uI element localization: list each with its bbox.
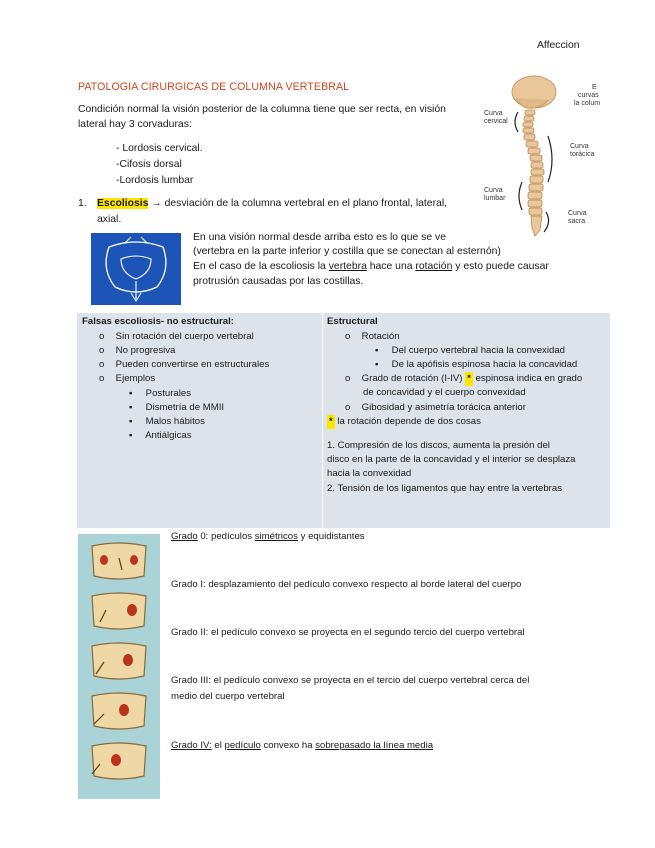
vertebra-top-view-image	[91, 233, 181, 305]
spine-label: la colum	[574, 100, 601, 107]
item-text: Rotación	[361, 331, 400, 342]
sub-list-item	[129, 429, 192, 443]
item-text: Del cuerpo vertebral hacia la convexidad	[391, 345, 565, 356]
description-line-2: (vertebra en la parte inferior y costilla que se conectan al esternón)	[193, 246, 501, 257]
intro-line-1: Condición normal la visión posterior de la columna tiene que ser recta, en visión	[78, 104, 446, 115]
item-text: Posturales	[145, 388, 191, 399]
sub-list-item	[129, 415, 205, 429]
square-bullet-icon: ▪	[375, 359, 379, 370]
item-text: Dismetría de MMII	[145, 402, 225, 413]
grade-1: Grado I: desplazamiento del pedículo convexo respecto al borde lateral del cuerpo	[171, 579, 522, 590]
spine-label-toracica: torácica	[570, 151, 595, 158]
grade-label: Grado	[171, 531, 198, 542]
spine-label-toracica: Curva	[570, 143, 589, 150]
escoliosis-definition	[97, 196, 447, 212]
definition-text: desviación de la columna vertebral en el plano frontal, lateral,	[161, 198, 448, 209]
asterisk-marker: *	[467, 373, 471, 384]
item-text: espinosa indica en grado	[472, 373, 583, 384]
sub-list-item	[129, 401, 224, 415]
text-span: y esto puede causar	[452, 261, 549, 272]
circle-bullet-icon: o	[99, 359, 105, 370]
note-line	[327, 415, 481, 429]
item-text: De la apófisis espinosa hacia la concavidad	[391, 359, 578, 370]
curve-item: - Lordosis cervical.	[116, 143, 203, 154]
grade-2: Grado II: el pedículo convexo se proyecta en el segundo tercio del cuerpo vertebral	[171, 627, 525, 638]
grade-text: el	[211, 740, 225, 751]
grade-label: Grado IV:	[171, 740, 212, 751]
grade-0	[171, 530, 365, 544]
underlined-word: pedículo	[224, 740, 261, 751]
page-title: PATOLOGIA CIRURGICAS DE COLUMNA VERTEBRAL	[78, 81, 350, 93]
item-text: Gibosidad y asimetría torácica anterior	[361, 402, 526, 413]
non-structural-heading: Falsas escoliosis- no estructural:	[82, 316, 234, 327]
square-bullet-icon: ▪	[129, 402, 133, 413]
spine-label-cervical: cervical	[484, 118, 508, 125]
asterisk-marker: *	[329, 416, 333, 427]
text-span: En el caso de la escoliosis la	[193, 261, 329, 272]
item-text: Grado de rotación (I-IV)	[361, 373, 466, 384]
circle-bullet-icon: o	[345, 402, 351, 413]
item-text: Malos hábitos	[145, 416, 205, 427]
circle-bullet-icon: o	[345, 373, 351, 384]
cause-1-line-3: hacia la convexidad	[327, 468, 412, 479]
spine-lateral-figure	[478, 70, 618, 240]
list-item	[99, 372, 155, 386]
grade-3-line-1: Grado III: el pedículo convexo se proyecta en el tercio del cuerpo vertebral cerca del	[171, 675, 530, 686]
underlined-word: simétricos	[254, 531, 298, 542]
item-text: No progresiva	[115, 345, 176, 356]
grade-3-line-2: medio del cuerpo vertebral	[171, 691, 285, 702]
circle-bullet-icon: o	[345, 331, 351, 342]
sub-list-item	[375, 344, 565, 358]
grade-text: 0: pedículos	[197, 531, 255, 542]
text-span: hace una	[366, 261, 416, 272]
list-item	[345, 330, 400, 344]
curve-item: -Lordosis lumbar	[116, 175, 194, 186]
spine-label-sacra: Curva	[568, 210, 587, 217]
square-bullet-icon: ▪	[129, 430, 133, 441]
list-item	[99, 330, 254, 344]
comparison-table	[77, 313, 610, 528]
list-item	[345, 401, 526, 415]
square-bullet-icon: ▪	[129, 388, 133, 399]
rotation-grades-figure	[78, 534, 160, 799]
spine-label-cervical: Curva	[484, 110, 503, 117]
spine-label-lumbar: Curva	[484, 187, 503, 194]
square-bullet-icon: ▪	[129, 416, 133, 427]
spine-label: E	[592, 84, 597, 91]
description-line-4: protrusión causadas por las costillas.	[193, 276, 364, 287]
arrow-glyph: →	[151, 198, 162, 209]
spine-label: curvas	[578, 92, 599, 99]
grade-text: convexo ha	[260, 740, 316, 751]
cause-2: 2. Tensión de los ligamentos que hay entre la vertebras	[327, 483, 563, 494]
list-item-continuation: de concavidad y el cuerpo convexidad	[363, 387, 526, 398]
structural-heading: Estructural	[327, 316, 378, 327]
underlined-word: rotación	[415, 261, 453, 272]
circle-bullet-icon: o	[99, 345, 105, 356]
item-text: Pueden convertirse en estructurales	[115, 359, 270, 370]
item-text: Ejemplos	[115, 373, 156, 384]
list-item	[99, 358, 269, 372]
sub-list-item	[129, 387, 191, 401]
table-divider	[322, 313, 323, 528]
list-number: 1.	[78, 198, 87, 209]
intro-line-2: lateral hay 3 corvaduras:	[78, 119, 192, 130]
item-text: Sin rotación del cuerpo vertebral	[115, 331, 254, 342]
escoliosis-term: Escoliosis	[97, 198, 149, 209]
grade-4	[171, 739, 433, 753]
list-item	[99, 344, 175, 358]
grade-text: y equidistantes	[297, 531, 365, 542]
document-section-label: Affeccion	[537, 40, 580, 51]
item-text: Antiálgicas	[145, 430, 192, 441]
circle-bullet-icon: o	[99, 373, 105, 384]
curve-item: -Cifosis dorsal	[116, 159, 182, 170]
list-item	[345, 372, 582, 386]
cause-1-line-2: disco en la parte de la concavidad y el interior se desplaza	[327, 454, 576, 465]
underlined-phrase: sobrepasado la línea media	[315, 740, 434, 751]
spine-label-lumbar: lumbar	[484, 195, 506, 202]
spine-label-sacra: sacra	[568, 218, 586, 225]
description-line-3	[193, 259, 549, 275]
underlined-word: vertebra	[328, 261, 367, 272]
description-line-1: En una visión normal desde arriba esto es lo que se ve	[193, 232, 446, 243]
vertebra-drawing	[91, 233, 181, 305]
circle-bullet-icon: o	[99, 331, 105, 342]
definition-text-line-2: axial.	[97, 214, 122, 225]
grades-vertebrae-drawing	[78, 534, 160, 799]
note-text: la rotación depende de dos cosas	[334, 416, 481, 427]
sub-list-item	[375, 358, 577, 372]
cause-1-line-1: 1. Compresión de los discos, aumenta la presión del	[327, 440, 550, 451]
square-bullet-icon: ▪	[375, 345, 379, 356]
